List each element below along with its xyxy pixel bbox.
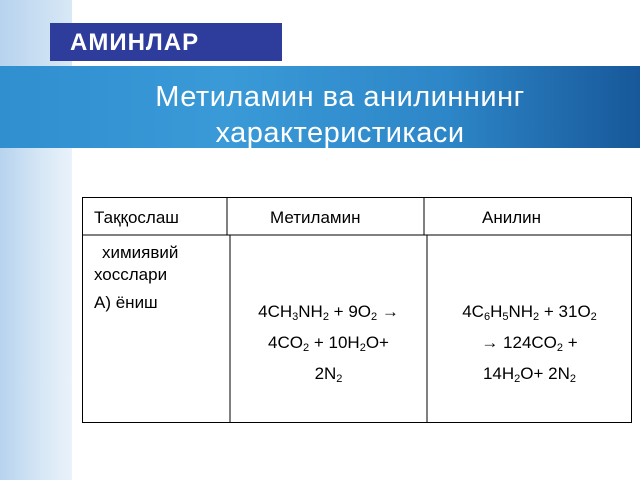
aniline-eq-line-2: → $124CO_2$ + (481, 333, 578, 354)
slide-title-line-2: характеристикаси (215, 117, 465, 149)
header-compare: Таққослаш (94, 208, 179, 227)
row-label-combustion: А) ёниш (94, 293, 158, 312)
comparison-table (82, 197, 632, 423)
section-tag: АМИНЛАР (50, 23, 282, 61)
methylamine-eq-line-1: $4CH_3NH_2 + 9O_2$ → (258, 302, 399, 323)
methylamine-eq-line-3: $2N_2$ (314, 364, 343, 385)
methylamine-equation (230, 299, 427, 392)
header-aniline: Анилин (482, 208, 542, 227)
header-methylamine: Метиламин (270, 208, 361, 227)
aniline-equation (427, 299, 632, 392)
slide-title-line-1: Метиламин ва анилиннинг (155, 81, 525, 113)
slide-title (70, 79, 610, 151)
aniline-eq-line-3: $14H_2O+ 2N_2$ (482, 364, 577, 385)
row-label-chemical: химиявий (102, 243, 179, 262)
methylamine-eq-line-2: $4CO_2 + 10H_2O+$ (268, 333, 389, 354)
aniline-eq-line-1: $4C_6H_5NH_2 + 31O_2$ (462, 302, 597, 323)
row-label-properties: хосслари (94, 265, 168, 284)
